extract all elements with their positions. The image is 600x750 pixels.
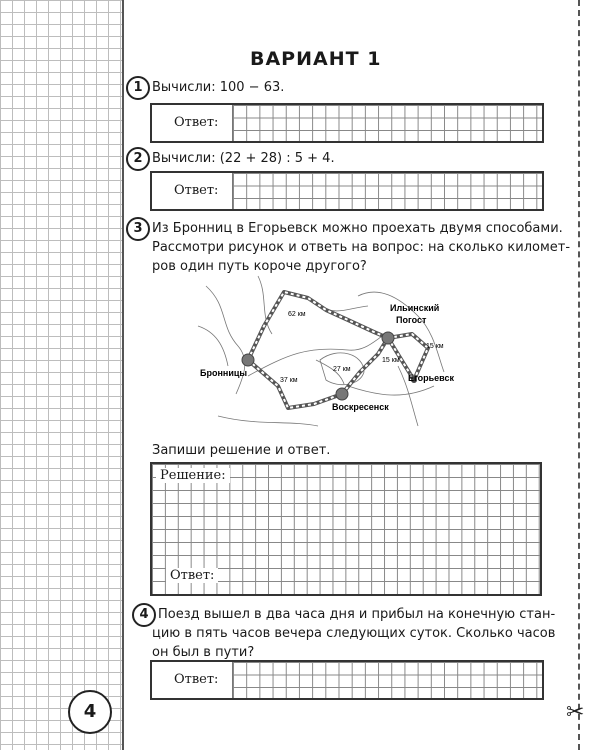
task-2-answer-cells[interactable] — [232, 173, 542, 209]
page-title: ВАРИАНТ 1 — [250, 48, 382, 70]
city-label-bronnitsy: Бронницы — [200, 368, 248, 378]
city-voskresensk-dot — [336, 388, 348, 400]
distance-label-62: 62 км — [288, 311, 306, 318]
task-4-number: 4 — [132, 603, 156, 627]
city-ilinsky-dot — [382, 332, 394, 344]
city-label-voskresensk: Воскресенск — [332, 402, 389, 412]
task-3-number: 3 — [126, 217, 150, 241]
task-4-answer-box[interactable] — [150, 660, 544, 700]
distance-label-15-b: 15 км — [426, 343, 444, 350]
task-3-text-line-1: Из Бронниц в Егорьевск можно проехать двумя способами. — [152, 221, 563, 236]
task-1-answer-label: Ответ: — [174, 115, 219, 130]
task-2-answer-box[interactable] — [150, 171, 544, 211]
route-map — [198, 276, 454, 436]
task-1-text: Вычисли: 100 − 63. — [152, 80, 285, 95]
task-3-text-line-2: Рассмотри рисунок и ответь на вопрос: на сколько километ- — [152, 240, 571, 255]
city-label-pogost: Погост — [396, 315, 427, 325]
map-background-line — [218, 416, 318, 426]
distance-label-15-a: 15 км — [382, 357, 400, 364]
distance-label-37: 37 км — [280, 377, 298, 384]
cut-line — [578, 0, 580, 750]
page-number: 4 — [68, 690, 112, 734]
task-3-answer-label: Ответ: — [166, 568, 218, 583]
task-4-text-line-2: цию в пять часов вечера следующих суток. Сколько часов — [152, 626, 556, 641]
map-background-line — [248, 332, 390, 376]
task-1-number: 1 — [126, 76, 150, 100]
route-37-km — [248, 360, 342, 408]
scissors-icon: ✂ — [566, 700, 585, 725]
distance-label-27: 27 км — [333, 366, 351, 373]
city-bronnitsy-dot — [242, 354, 254, 366]
task-3-solution-grid[interactable] — [150, 462, 542, 596]
task-2-answer-label: Ответ: — [174, 183, 219, 198]
task-2-text: Вычисли: (22 + 28) : 5 + 4. — [152, 151, 335, 166]
task-4-text-line-1: Поезд вышел в два часа дня и прибыл на конечную стан- — [158, 607, 556, 622]
task-4-answer-cells[interactable] — [232, 662, 542, 698]
grid-margin — [0, 0, 122, 750]
task-4-answer-label: Ответ: — [174, 672, 219, 687]
task-2-number: 2 — [126, 147, 150, 171]
city-label-egorievsk: Егорьевск — [408, 373, 454, 383]
margin-line — [122, 0, 124, 750]
map-background-line — [198, 326, 228, 366]
task-3-instruction: Запиши решение и ответ. — [152, 443, 331, 458]
task-4-text-line-3: он был в пути? — [152, 645, 255, 660]
city-label-ilinsky: Ильинский — [390, 303, 440, 313]
task-1-answer-box[interactable] — [150, 103, 544, 143]
task-3-solution-label: Решение: — [156, 468, 230, 483]
task-1-answer-cells[interactable] — [232, 105, 542, 141]
map-background-line — [348, 386, 434, 395]
task-3-text-line-3: ров один путь короче другого? — [152, 259, 367, 274]
